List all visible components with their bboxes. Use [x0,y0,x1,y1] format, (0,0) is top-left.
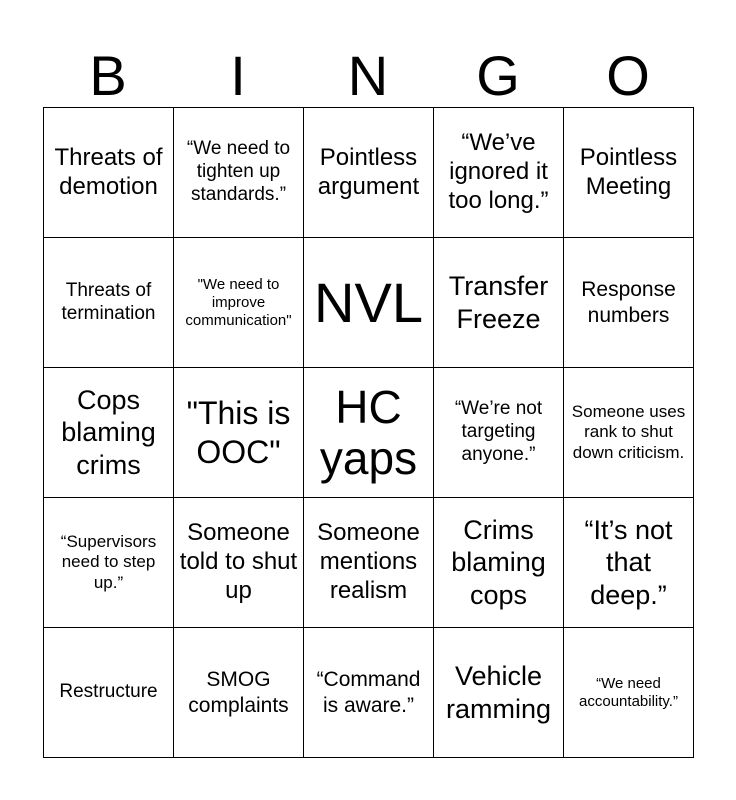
bingo-cell[interactable] [304,368,434,498]
cell-text: Restructure [59,681,158,703]
cell-text: Pointless argument [317,143,420,200]
bingo-cell[interactable] [304,628,434,758]
cell-text: Someone uses rank to shut down criticism. [571,401,686,462]
bingo-cell[interactable] [434,108,564,238]
bingo-cell[interactable] [564,498,694,628]
bingo-cell[interactable] [174,498,304,628]
bingo-cell[interactable] [434,368,564,498]
bingo-cell[interactable] [304,108,434,238]
cell-text: “Supervisors need to step up.” [60,531,157,592]
cell-text: “We need accountability.” [579,674,678,710]
bingo-cell[interactable] [44,498,174,628]
cell-text: Someone mentions realism [317,519,420,604]
bingo-cell[interactable] [174,628,304,758]
bingo-cell[interactable] [44,108,174,238]
cell-text: “We need to tighten up standards.” [186,138,291,205]
bingo-cell[interactable] [44,368,174,498]
header-letter-o: O [606,44,650,107]
cell-text: Cops blaming crims [61,384,156,480]
header-letter-i: I [230,44,246,107]
cell-text: Threats of demotion [54,143,163,200]
bingo-cell[interactable] [304,238,434,368]
bingo-header [43,44,693,108]
cell-text: "We need to improve communication" [185,275,292,329]
header-letter-g: G [476,44,520,107]
bingo-cell[interactable] [434,498,564,628]
cell-text: Threats of termination [61,279,156,324]
cell-text: “We’ve ignored it too long.” [448,129,549,214]
cell-text: “Command is aware.” [316,668,421,717]
bingo-cell[interactable] [174,108,304,238]
cell-text: Crims blaming cops [451,514,546,610]
bingo-cell[interactable] [304,498,434,628]
cell-text: Pointless Meeting [579,143,678,200]
bingo-cell[interactable] [174,238,304,368]
bingo-cell[interactable] [564,108,694,238]
cell-text: “It’s not that deep.” [584,514,673,610]
bingo-cell[interactable] [564,238,694,368]
bingo-cell[interactable] [564,628,694,758]
cell-text: Response numbers [581,278,676,327]
bingo-cell[interactable] [564,368,694,498]
cell-text: “We’re not targeting anyone.” [454,398,543,465]
bingo-cell[interactable] [44,628,174,758]
cell-text: Transfer Freeze [448,271,549,334]
header-letter-n: N [347,44,389,107]
cell-text: Someone told to shut up [179,519,298,604]
bingo-cell[interactable] [434,238,564,368]
bingo-cell[interactable] [434,628,564,758]
cell-text: "This is OOC" [186,395,291,470]
bingo-cell[interactable] [174,368,304,498]
cell-text: HC yaps [319,380,418,484]
bingo-grid [43,107,694,758]
free-space-text: NVL [314,270,423,334]
cell-text: Vehicle ramming [445,661,552,724]
cell-text: SMOG complaints [188,668,289,717]
header-letter-b: B [89,44,127,107]
bingo-cell[interactable] [44,238,174,368]
